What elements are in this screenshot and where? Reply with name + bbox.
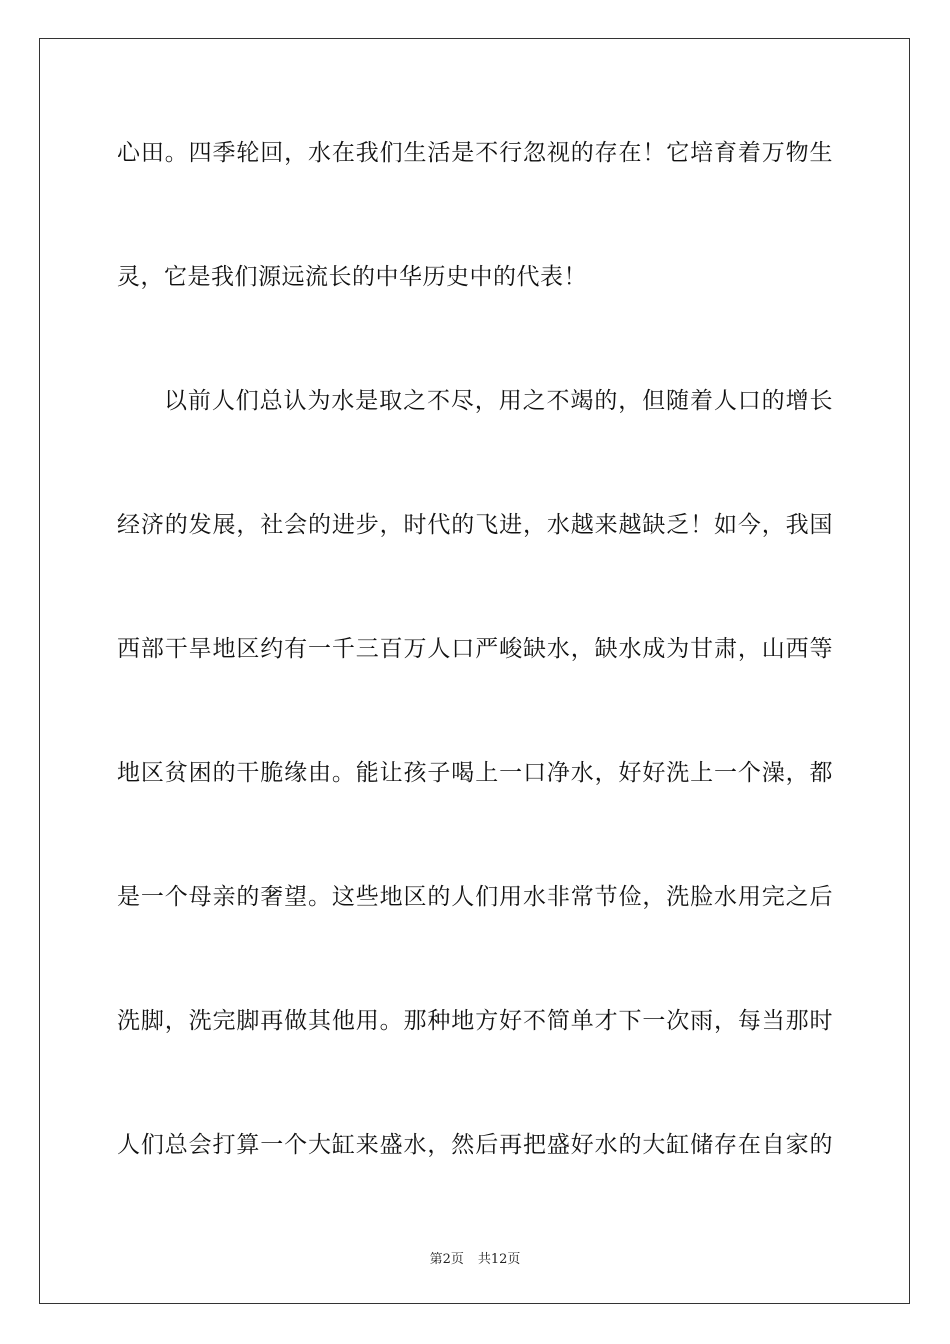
- page-number-current: 第2页: [429, 1252, 464, 1267]
- text-line: 洗脚，洗完脚再做其他用。那种地方好不简单才下一次雨，每当那时: [117, 1008, 833, 1034]
- page-border: [39, 38, 910, 1304]
- text-line: 心田。四季轮回，水在我们生活是不行忽视的存在！它培育着万物生: [117, 140, 833, 166]
- text-line: 是一个母亲的奢望。这些地区的人们用水非常节俭，洗脸水用完之后: [117, 884, 833, 910]
- page-number-total: 共12页: [477, 1252, 521, 1267]
- text-line: 以前人们总认为水是取之不尽，用之不竭的，但随着人口的增长: [164, 388, 833, 414]
- text-line: 灵，它是我们源远流长的中华历史中的代表！: [117, 264, 587, 290]
- text-line: 人们总会打算一个大缸来盛水，然后再把盛好水的大缸储存在自家的: [117, 1132, 833, 1158]
- text-line: 西部干旱地区约有一千三百万人口严峻缺水，缺水成为甘肃，山西等: [117, 636, 833, 662]
- text-line: 经济的发展，社会的进步，时代的飞进，水越来越缺乏！如今，我国: [117, 512, 833, 538]
- text-line: 地区贫困的干脆缘由。能让孩子喝上一口净水，好好洗上一个澡，都: [117, 760, 833, 786]
- page-footer: [0, 1248, 950, 1267]
